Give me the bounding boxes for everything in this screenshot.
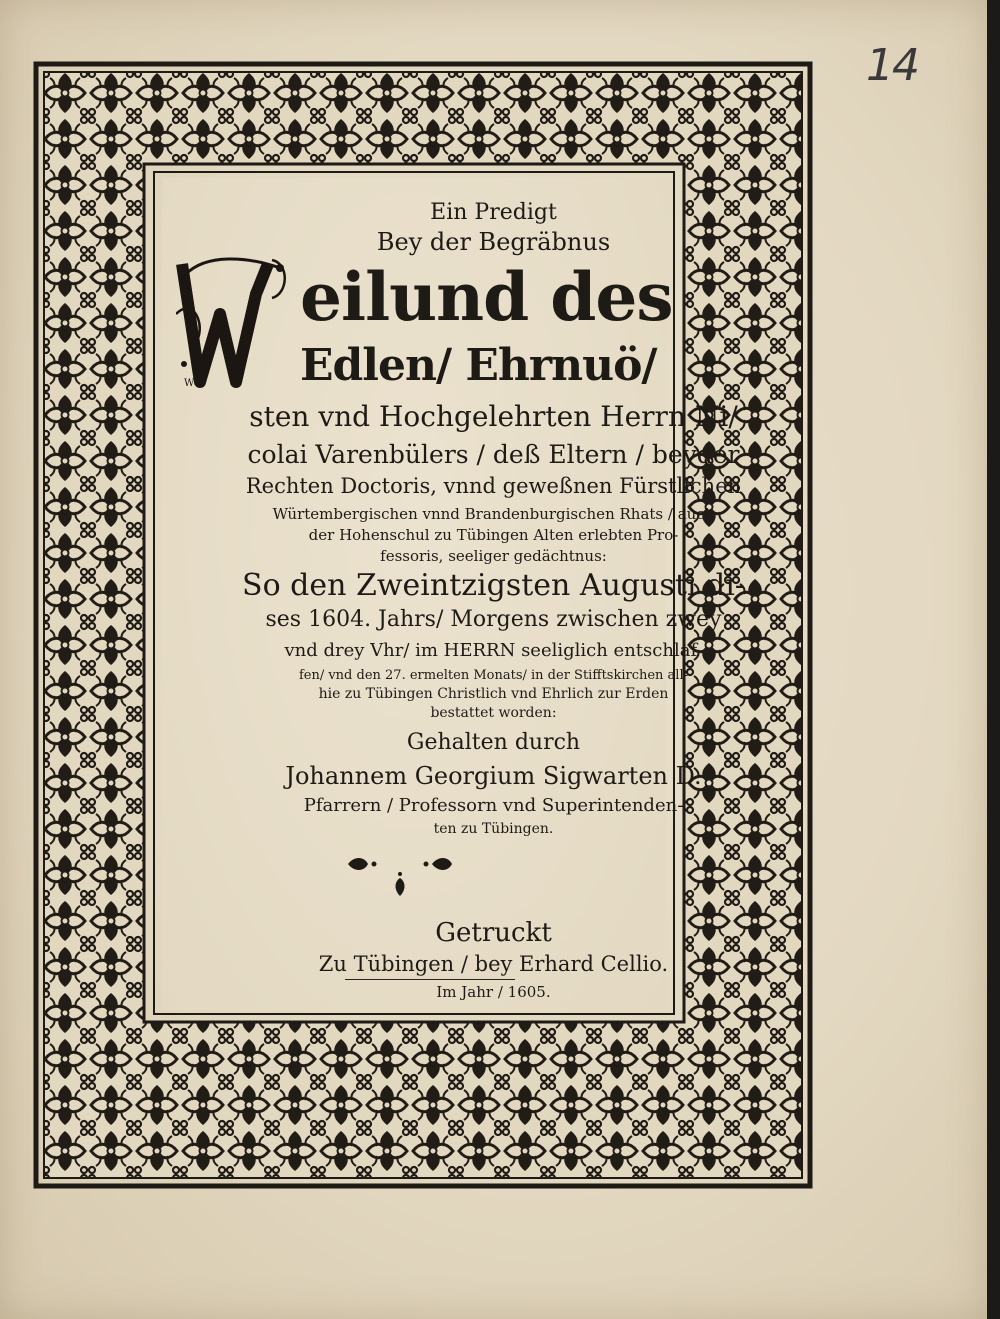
title-line-5: sten vnd Hochgelehrten Herrn Ni/ — [249, 400, 738, 433]
printers-ornament — [340, 852, 460, 902]
title-line-16: bestattet worden: — [430, 705, 557, 721]
title-line-10: fessoris, seeliger gedächtnus: — [380, 547, 607, 565]
title-line-11: So den Zweintzigsten Augusti di- — [242, 568, 745, 603]
decorated-initial-w — [176, 254, 294, 392]
imprint-place-printer: Zu Tübingen / bey Erhard Cellio. — [318, 952, 669, 976]
title-line-15: hie zu Tübingen Christlich vnd Ehrlich zur Erden — [318, 686, 669, 702]
title-line-18: Johannem Georgium Sigwarten D. — [285, 762, 702, 790]
title-line-7: Rechten Doctoris, vnnd geweßnen Fürstlichen — [245, 474, 742, 498]
title-line-6: colai Varenbülers / deß Eltern / beyder — [247, 440, 740, 469]
title-line-8: Würtembergischen vnnd Brandenburgischen Rhats / auch — [272, 505, 715, 523]
title-line-20: ten zu Tübingen. — [433, 821, 554, 837]
title-line-17: Gehalten durch — [406, 730, 581, 755]
title-line-4: Edlen/ Ehrnuö/ — [300, 340, 657, 391]
title-line-12: ses 1604. Jahrs/ Morgens zwischen zwey — [265, 607, 722, 632]
title-line-2: Bey der Begräbnus — [376, 228, 611, 256]
imprint-getruckt: Getruckt — [435, 918, 552, 948]
title-line-1: Ein Predigt — [430, 200, 557, 225]
title-line-14: fen/ vnd den 27. ermelten Monats/ in der Stifftskirchen all- — [298, 668, 689, 683]
title-line-9: der Hohenschul zu Tübingen Alten erlebten Pro- — [308, 526, 679, 544]
title-line-19: Pfarrern / Professorn vnd Superintenden- — [303, 795, 684, 816]
dropcap-letter: W — [184, 378, 195, 389]
title-line-13: vnd drey Vhr/ im HERRN seeliglich entschlaf- — [284, 640, 703, 661]
imprint-year: Im Jahr / 1605. — [436, 983, 551, 1001]
title-line-3: eilund des — [300, 258, 673, 336]
imprint-rule — [345, 979, 515, 980]
